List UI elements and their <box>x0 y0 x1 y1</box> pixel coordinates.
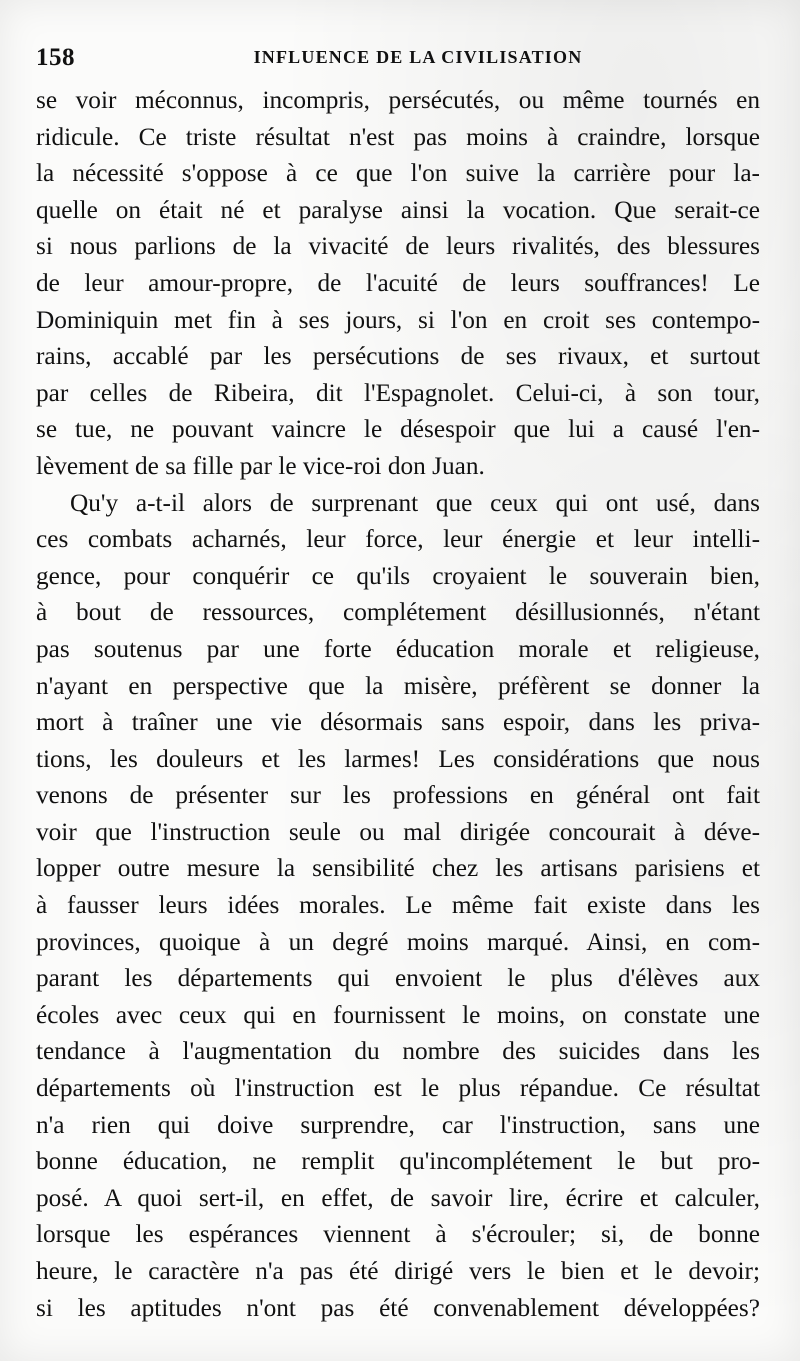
text-line: bonne éducation, ne remplit qu'incomplétement le but pro- <box>36 1147 760 1176</box>
text-line: heure, le caractère n'a pas été dirigé vers le bien et le devoir; <box>36 1257 760 1285</box>
text-line: si les aptitudes n'ont pas été convenablement développées? <box>36 1293 760 1322</box>
text-line: mort à traîner une vie désormais sans espoir, dans les priva- <box>36 708 760 737</box>
text-line: à fausser leurs idées morales. Le même fait existe dans les <box>36 891 760 920</box>
text-line: se voir méconnus, incompris, persécutés, ou même tournés en <box>36 86 760 114</box>
body-text <box>36 82 760 1326</box>
text-line: écoles avec ceux qui en fournissent le moins, on constate une <box>36 1000 760 1029</box>
text-line: tions, les douleurs et les larmes! Les considérations que nous <box>36 744 760 773</box>
text-line: par celles de Ribeira, dit l'Espagnolet. Celui-ci, à son tour, <box>36 378 760 407</box>
text-line: de leur amour-propre, de l'acuité de leurs souffrances! Le <box>36 268 760 297</box>
running-head <box>36 44 764 72</box>
text-line: la nécessité s'oppose à ce que l'on suive la carrière pour la- <box>36 159 760 188</box>
text-line: n'ayant en perspective que la misère, préfèrent se donner la <box>36 671 760 700</box>
text-line: parant les départements qui envoient le plus d'élèves aux <box>36 964 760 993</box>
text-line: si nous parlions de la vivacité de leurs rivalités, des blessures <box>36 232 760 261</box>
text-line: n'a rien qui doive surprendre, car l'instruction, sans une <box>36 1110 760 1139</box>
text-line: lorsque les espérances viennent à s'écrouler; si, de bonne <box>36 1220 760 1249</box>
text-line: ces combats acharnés, leur force, leur énergie et leur intelli- <box>36 525 760 554</box>
page-number: 158 <box>36 44 75 71</box>
text-line: ridicule. Ce triste résultat n'est pas moins à craindre, lorsque <box>36 122 760 151</box>
paragraph-start-line: Qu'y a-t-il alors de surprenant que ceux qui ont usé, dans <box>70 488 760 517</box>
text-line: rains, accablé par les persécutions de ses rivaux, et surtout <box>36 342 760 371</box>
text-line: provinces, quoique à un degré moins marqué. Ainsi, en com- <box>36 927 760 956</box>
text-line: Dominiquin met fin à ses jours, si l'on en croit ses contempo- <box>36 305 760 334</box>
text-line: venons de présenter sur les professions en général ont fait <box>36 781 760 810</box>
text-line: voir que l'instruction seule ou mal dirigée concourait à déve- <box>36 817 760 846</box>
text-line: quelle on était né et paralyse ainsi la vocation. Que serait-ce <box>36 195 760 224</box>
text-line: se tue, ne pouvant vaincre le désespoir que lui a causé l'en- <box>36 415 760 444</box>
text-line: posé. A quoi sert-il, en effet, de savoir lire, écrire et calculer, <box>36 1183 760 1212</box>
paragraph-end-line: lèvement de sa fille par le vice-roi don Juan. <box>36 451 485 480</box>
text-line: tendance à l'augmentation du nombre des suicides dans les <box>36 1037 760 1066</box>
text-line: à bout de ressources, complétement désillusionnés, n'étant <box>36 598 760 627</box>
text-line: lopper outre mesure la sensibilité chez les artisans parisiens et <box>36 854 760 883</box>
text-line: gence, pour conquérir ce qu'ils croyaient le souverain bien, <box>36 561 760 590</box>
running-title: INFLUENCE DE LA CIVILISATION <box>253 47 583 67</box>
text-line: pas soutenus par une forte éducation morale et religieuse, <box>36 634 760 663</box>
text-line: départements où l'instruction est le plus répandue. Ce résultat <box>36 1074 760 1103</box>
